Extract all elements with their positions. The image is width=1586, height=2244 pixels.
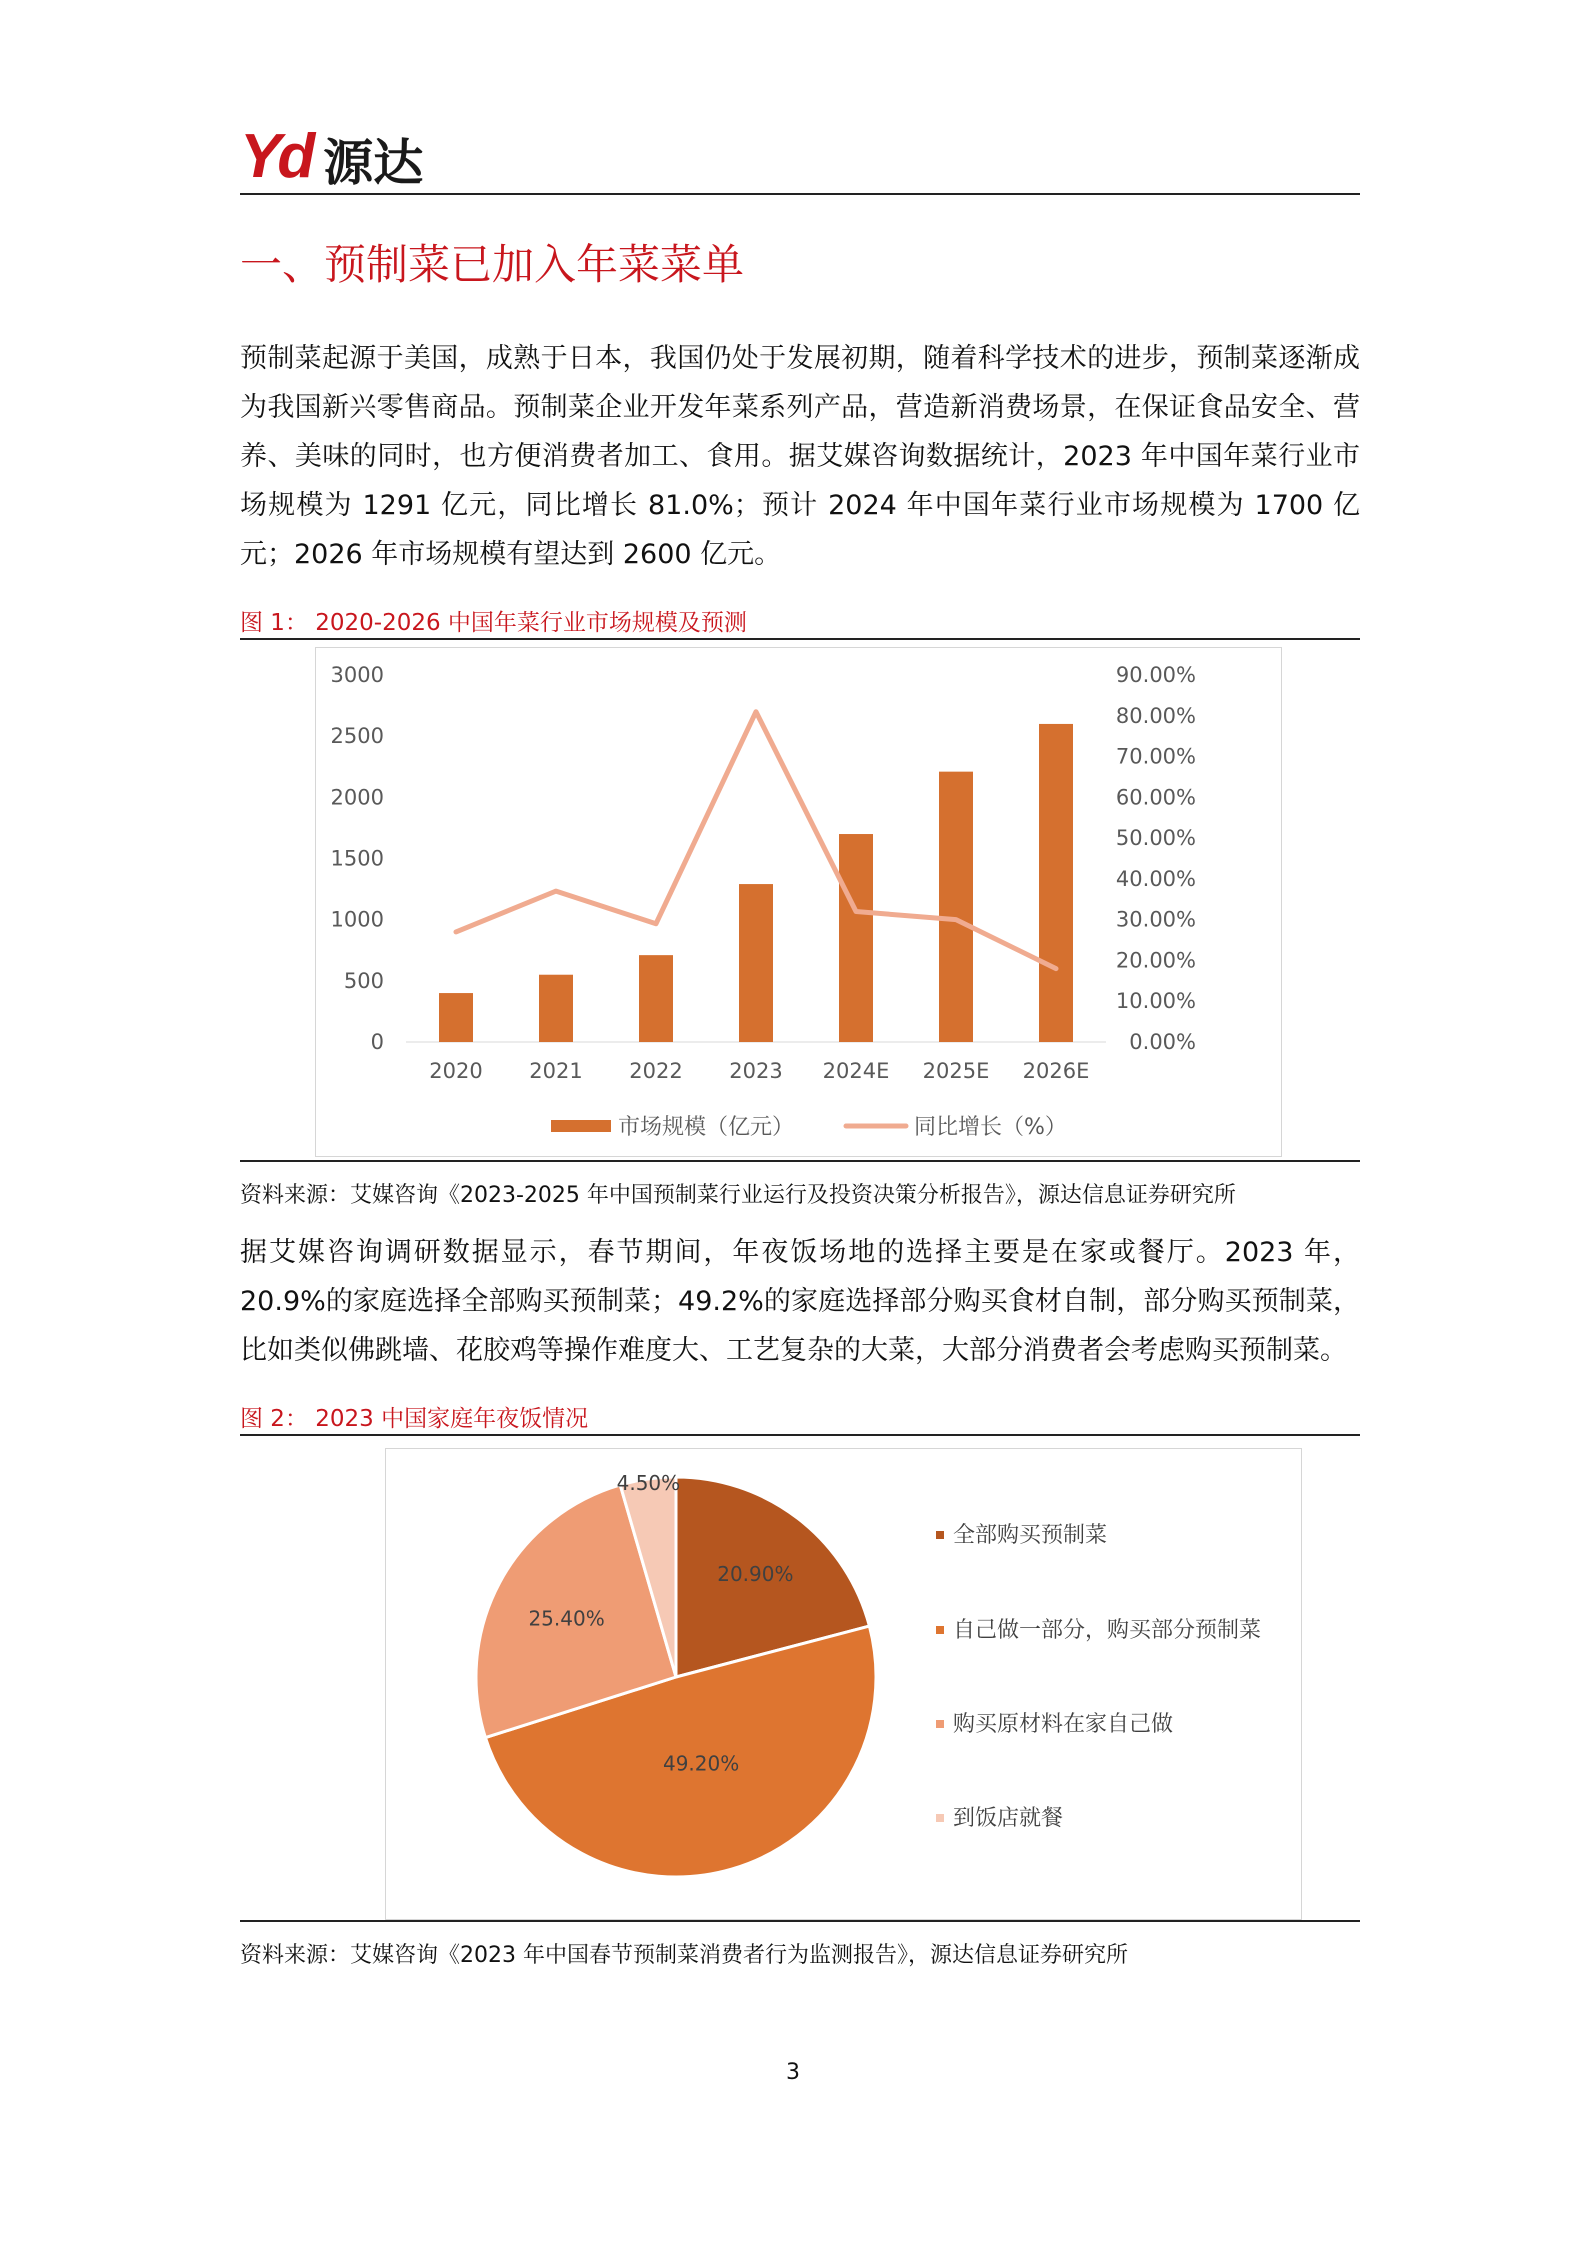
legend-label-3: 购买原材料在家自己做 [953, 1712, 1174, 1737]
legend-label-bar: 市场规模（亿元） [618, 1115, 795, 1140]
figure2-bottom-rule [240, 1920, 1360, 1922]
x-axis-tick-label: 2025E [922, 1059, 990, 1083]
pie-value-label: 20.90% [717, 1562, 794, 1587]
bar-line-chart-panel [315, 647, 1282, 1157]
left-axis-tick-label: 500 [343, 968, 384, 993]
right-axis-tick-label: 40.00% [1115, 866, 1196, 891]
figure1-bottom-rule [240, 1160, 1360, 1162]
bar-2025E [939, 772, 973, 1042]
x-axis-tick-label: 2026E [1022, 1059, 1090, 1083]
left-axis-tick-label: 3000 [330, 663, 384, 687]
logo-text: 源达 [323, 134, 424, 192]
left-axis-tick-label: 0 [370, 1030, 384, 1054]
bar-2020 [439, 993, 473, 1042]
legend-label-1: 全部购买预制菜 [953, 1523, 1108, 1548]
bar-2024E [839, 834, 873, 1042]
figure2-source: 资料来源：艾媒咨询《2023 年中国春节预制菜消费者行为监测报告》，源达信息证券研究所 [240, 1943, 1128, 1968]
bar-2023 [739, 884, 773, 1042]
header-rule [240, 193, 1360, 195]
left-axis-tick-label: 1500 [330, 846, 384, 871]
right-axis-tick-label: 0.00% [1129, 1030, 1196, 1054]
right-axis-tick-label: 90.00% [1115, 663, 1196, 687]
pie-value-label: 4.50% [616, 1470, 681, 1495]
pie-value-label: 25.40% [528, 1606, 605, 1631]
left-axis-tick-label: 2000 [330, 785, 384, 810]
legend-label-4: 到饭店就餐 [953, 1806, 1064, 1831]
figure1-caption: 图 1： 2020-2026 中国年菜行业市场规模及预测 [240, 610, 747, 636]
legend-swatch-3 [936, 1720, 944, 1728]
right-axis-tick-label: 80.00% [1115, 703, 1196, 728]
paragraph-2: 据艾媒咨询调研数据显示，春节期间，年夜饭场地的选择主要是在家或餐厅。2023 年，20.9%的家庭选择全部购买预制菜；49.2%的家庭选择部分购买食材自制，部分购买预制菜，比如类似佛跳墙、花胶鸡等操作难度大、工艺复杂的大菜，大部分消费者会考虑购买预制菜。 [240, 1237, 1360, 1366]
left-axis-tick-label: 2500 [330, 724, 384, 749]
x-axis-tick-label: 2024E [822, 1059, 890, 1083]
legend-swatch-1 [936, 1531, 944, 1539]
company-logo [240, 118, 424, 192]
legend-label-2: 自己做一部分，购买部分预制菜 [953, 1618, 1262, 1643]
figure1-source: 资料来源：艾媒咨询《2023-2025 年中国预制菜行业运行及投资决策分析报告》，源达信息证券研究所 [240, 1183, 1236, 1208]
figure2-caption: 图 2： 2023 中国家庭年夜饭情况 [240, 1406, 589, 1432]
right-axis-tick-label: 50.00% [1115, 826, 1196, 851]
right-axis-tick-label: 20.00% [1115, 948, 1196, 973]
paragraph-1: 预制菜起源于美国，成熟于日本，我国仍处于发展初期，随着科学技术的进步，预制菜逐渐成为我国新兴零售商品。预制菜企业开发年菜系列产品，营造新消费场景，在保证食品安全、营养、美味的同时，也方便消费者加工、食用。据艾媒咨询数据统计，2023 年中国年菜行业市场规模为 1291 亿元，同比增长 81.0%；预计 2024 年中国年菜行业市场规模为 1700 亿元；2026 年市场规模有望达到 2600 亿元。 [240, 343, 1360, 570]
legend-swatch-bar [551, 1120, 611, 1132]
bar-line-chart [316, 648, 1281, 1156]
right-axis-tick-label: 60.00% [1115, 785, 1196, 810]
pie-chart [386, 1449, 1301, 1919]
page-number: 3 [786, 2060, 800, 2085]
section-title: 一、预制菜已加入年菜菜单 [240, 240, 745, 289]
legend-swatch-4 [936, 1814, 944, 1822]
figure1-top-rule [240, 638, 1360, 640]
left-axis-tick-label: 1000 [330, 907, 384, 932]
bar-2026E [1039, 724, 1073, 1042]
bar-2022 [639, 955, 673, 1042]
figure2-top-rule [240, 1434, 1360, 1436]
x-axis-tick-label: 2023 [729, 1059, 783, 1083]
right-axis-tick-label: 70.00% [1115, 744, 1196, 769]
pie-chart-panel [385, 1448, 1302, 1920]
legend-label-line: 同比增长（%） [914, 1115, 1067, 1140]
right-axis-tick-label: 10.00% [1115, 989, 1196, 1014]
x-axis-tick-label: 2022 [629, 1059, 683, 1083]
x-axis-tick-label: 2021 [529, 1059, 583, 1083]
x-axis-tick-label: 2020 [429, 1059, 483, 1083]
legend-swatch-2 [936, 1626, 944, 1634]
pie-value-label: 49.20% [662, 1751, 740, 1776]
bar-2021 [539, 975, 573, 1042]
right-axis-tick-label: 30.00% [1115, 907, 1196, 932]
logo-mark: Yd [240, 122, 312, 191]
